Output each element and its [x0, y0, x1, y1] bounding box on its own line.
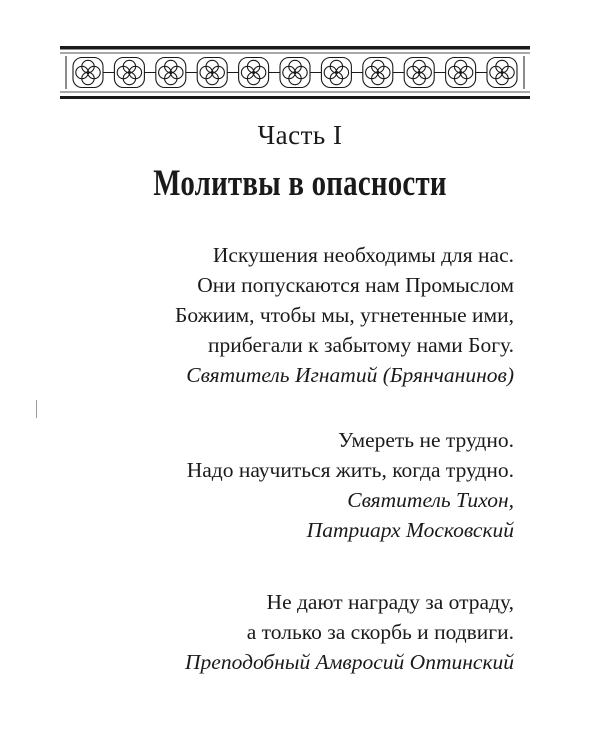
quote-block: [74, 240, 514, 390]
quatrefoil-icon: [73, 58, 114, 88]
quatrefoil-icon: [487, 58, 517, 88]
quote-author: Преподобный Амвросий Оптинский: [185, 650, 514, 674]
quatrefoil-icon: [197, 58, 238, 88]
part-label: Часть I: [257, 120, 343, 150]
quote-block: [74, 587, 514, 677]
quatrefoil-icon: [156, 58, 197, 88]
quatrefoil-icon: [404, 58, 445, 88]
quote-line: Не дают награду за отраду,: [266, 590, 514, 614]
quatrefoil-icon: [114, 58, 155, 88]
quatrefoil-border-icon: [60, 46, 530, 104]
page-title: Молитвы в опасности: [153, 163, 447, 204]
quote-line: Умереть не трудно.: [338, 428, 514, 452]
quote-line: Божиим, чтобы мы, угнетенные ими,: [175, 303, 514, 327]
margin-mark: [36, 400, 37, 418]
quatrefoil-icon: [321, 58, 362, 88]
quote-author: Святитель Тихон,: [347, 488, 514, 512]
quatrefoil-icon: [239, 58, 280, 88]
quatrefoil-icon: [280, 58, 321, 88]
quote-line: Искушения необходимы для нас.: [212, 243, 514, 267]
quote-author: Святитель Игнатий (Брянчанинов): [186, 363, 514, 387]
quote-author: Патриарх Московский: [306, 518, 514, 542]
quote-line: Они попускаются нам Промыслом: [197, 273, 514, 297]
quatrefoil-icon: [446, 58, 487, 88]
quote-line: Надо научиться жить, когда трудно.: [186, 458, 514, 482]
quote-line: прибегали к забытому нами Богу.: [208, 333, 514, 357]
quote-line: а только за скорбь и подвиги.: [246, 620, 514, 644]
quote-block: [74, 425, 514, 545]
quatrefoil-icon: [363, 58, 404, 88]
